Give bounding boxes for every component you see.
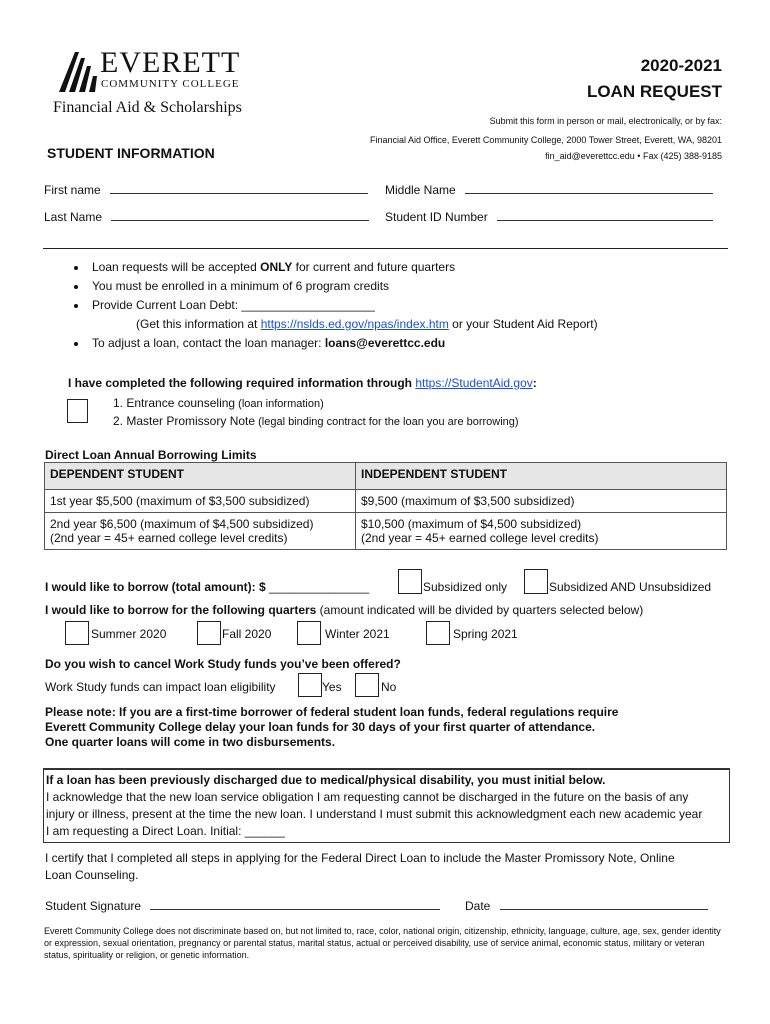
nslds-link[interactable]: https://nslds.ed.gov/npas/index.htm (260, 317, 449, 331)
discharge-acknowledgment-box: If a loan has been previously discharged due to medical/physical disability, you must initial below. I acknowledge that the new loan service obligation I am requesting cannot be discharged in the future on the basis of any injury or illness, present at the time the new loan. I understand I must submit this acknowledgment each new academic year I am requesting a Direct Loan. Initial: ______ (43, 768, 730, 843)
subsidized-only-checkbox[interactable] (398, 569, 422, 594)
subsidized-unsubsidized-checkbox[interactable] (524, 569, 548, 594)
required-checkbox[interactable] (67, 399, 88, 423)
spring-2021-label: Spring 2021 (453, 627, 518, 641)
quarters-note: (amount indicated will be divided by quarters selected below) (316, 603, 644, 617)
table-cell: 1st year $5,500 (maximum of $3,500 subsidized) (45, 490, 356, 513)
summer-2020-label: Summer 2020 (91, 627, 167, 641)
first-name-label: First name (44, 183, 101, 197)
required-item-2: 2. Master Promissory Note (legal binding contract for the loan you are borrowing) (113, 414, 519, 428)
student-id-label: Student ID Number (385, 210, 488, 224)
work-study-note: Work Study funds can impact loan eligibility (45, 680, 276, 694)
student-id-field[interactable] (497, 220, 713, 221)
discharge-initial-field[interactable]: I am requesting a Direct Loan. Initial: ______ (46, 824, 285, 838)
discharge-heading: If a loan has been previously discharged due to medical/physical disability, you must initial below. (46, 773, 606, 787)
last-name-row (44, 210, 369, 224)
borrow-amount-field[interactable]: _______________ (269, 580, 370, 594)
table-cell: 2nd year $6,500 (maximum of $4,500 subsidized) (2nd year = 45+ earned college level credits) (45, 513, 356, 550)
table-row (45, 490, 727, 513)
table-header: INDEPENDENT STUDENT (356, 463, 727, 490)
submit-note: Submit this form in person or mail, electronically, or by fax: (489, 116, 722, 126)
requirements-list (70, 258, 598, 353)
winter-2021-label: Winter 2021 (325, 627, 390, 641)
list-item: • Loan requests will be accepted ONLY for current and future quarters (88, 258, 598, 277)
winter-2021-checkbox[interactable] (297, 621, 321, 645)
quarters-label: I would like to borrow for the following quarters (45, 603, 317, 617)
date-field[interactable] (500, 909, 708, 910)
first-name-field[interactable] (110, 193, 368, 194)
table-header: DEPENDENT STUDENT (45, 463, 356, 490)
first-time-borrower-notice: Please note: If you are a first-time borrower of federal student loan funds, federal regulations require Everett Community College delay your loan funds for 30 days of your first quarter of attendance. One quarter loans will come in two disbursements. (45, 705, 619, 749)
section-divider (43, 248, 728, 249)
fall-2020-checkbox[interactable] (197, 621, 221, 645)
work-study-question: Do you wish to cancel Work Study funds you’ve been offered? (45, 657, 401, 671)
form-title: LOAN REQUEST (586, 82, 722, 101)
middle-name-field[interactable] (465, 193, 713, 194)
nondiscrimination-statement: Everett Community College does not discriminate based on, but not limited to, race, color, national origin, citizenship, ethnicity, language, culture, age, sex, gender identity or expression, sexual orientation, pregnancy or parental status, marital status, actual or perceived disability, use of service animal, economic status, military or veteran status, spirituality or religion, or genetic information. (44, 926, 721, 960)
student-id-row (385, 210, 713, 224)
table-cell: $10,500 (maximum of $4,500 subsidized) (2nd year = 45+ earned college level credits) (356, 513, 727, 550)
quarters-row (45, 603, 643, 617)
last-name-field[interactable] (111, 220, 369, 221)
signature-field[interactable] (150, 909, 440, 910)
form-year: 2020-2021 (640, 56, 722, 75)
table-header-row (45, 463, 727, 490)
logo-department: Financial Aid & Scholarships (53, 99, 242, 116)
certification-statement: I certify that I completed all steps in applying for the Federal Direct Loan to include the Master Promissory Note, Online Loan Counseling. (45, 851, 675, 882)
fall-2020-label: Fall 2020 (222, 627, 272, 641)
work-study-no-checkbox[interactable] (355, 673, 379, 697)
section-title-student-information: STUDENT INFORMATION (47, 145, 215, 161)
table-cell: $9,500 (maximum of $3,500 subsidized) (356, 490, 727, 513)
office-address: Financial Aid Office, Everett Community College, 2000 Tower Street, Everett, WA, 98201 (369, 135, 722, 145)
logo-name: EVERETT (100, 46, 241, 79)
summer-2020-checkbox[interactable] (65, 621, 89, 645)
signature-row (45, 899, 440, 913)
required-heading: I have completed the following required information through https://StudentAid.gov: (68, 376, 537, 390)
borrowing-limits-table (44, 462, 727, 550)
last-name-label: Last Name (44, 210, 103, 224)
signature-label: Student Signature (45, 899, 142, 913)
subsidized-unsubsidized-label: Subsidized AND Unsubsidized (549, 580, 712, 594)
studentaid-link[interactable]: https://StudentAid.gov (415, 376, 533, 390)
middle-name-label: Middle Name (385, 183, 456, 197)
middle-name-row (385, 183, 713, 197)
list-item: • You must be enrolled in a minimum of 6 program credits (88, 277, 598, 296)
borrow-amount-row (45, 580, 369, 594)
work-study-yes-checkbox[interactable] (298, 673, 322, 697)
first-name-row (44, 183, 368, 197)
college-logo-icon (55, 48, 101, 94)
office-contact: fin_aid@everettcc.edu • Fax (425) 388-9185 (545, 151, 722, 161)
table-row (45, 513, 727, 550)
borrow-amount-label: I would like to borrow (total amount): $ (45, 580, 266, 594)
date-label: Date (465, 899, 491, 913)
list-item: • Provide Current Loan Debt: ____________________ (Get this information at https://nslds.ed.gov/npas/index.htm or your Student Aid Report) (88, 296, 598, 334)
spring-2021-checkbox[interactable] (426, 621, 450, 645)
work-study-yes-label: Yes (322, 680, 342, 694)
list-item: • To adjust a loan, contact the loan manager: loans@everettcc.edu (88, 334, 598, 353)
limits-title: Direct Loan Annual Borrowing Limits (45, 448, 257, 462)
logo-college: COMMUNITY COLLEGE (101, 78, 240, 90)
work-study-no-label: No (381, 680, 397, 694)
required-item-1: 1. Entrance counseling (loan information) (113, 396, 324, 410)
subsidized-only-label: Subsidized only (423, 580, 508, 594)
date-row (465, 899, 708, 913)
